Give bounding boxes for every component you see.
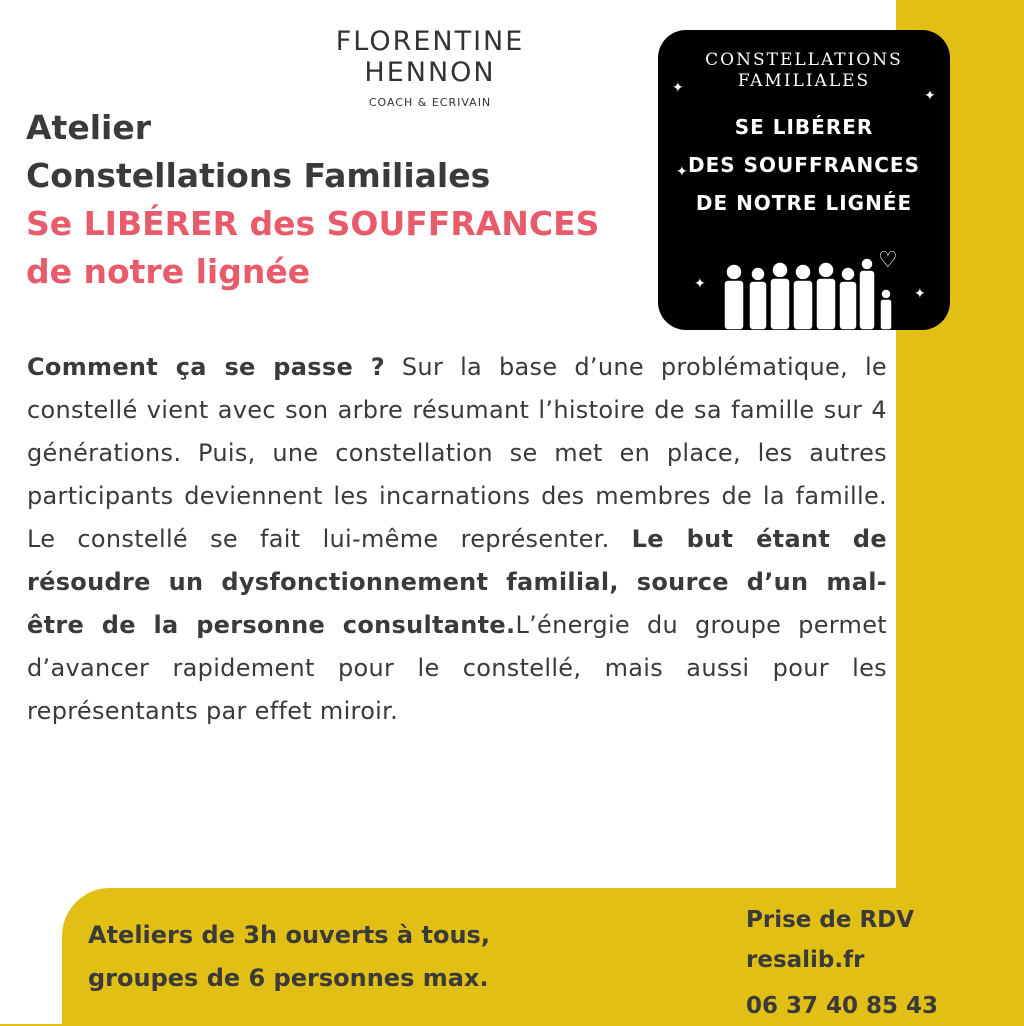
- title-line-4: de notre lignée: [26, 252, 311, 291]
- rdv-label: Prise de RDV: [746, 907, 915, 933]
- website-link[interactable]: resalib.fr: [746, 947, 865, 973]
- sparkle-icon: ✦: [924, 88, 936, 104]
- brand-name: FLORENTINE HENNON: [335, 26, 525, 88]
- family-group-icon: [720, 258, 900, 330]
- brand-logo: [270, 26, 590, 109]
- sparkle-icon: ✦: [676, 164, 688, 180]
- badge-tagline: [658, 108, 950, 222]
- title-block: [26, 104, 666, 296]
- workshop-info-line-1: Ateliers de 3h ouverts à tous,: [88, 921, 490, 949]
- workshop-info: [88, 914, 490, 1000]
- phone-number[interactable]: 06 37 40 85 43: [746, 993, 939, 1019]
- brand-subtitle: COACH & ECRIVAIN: [368, 96, 492, 109]
- description-part-2: L’énergie du groupe permet d’avancer rapidement pour le constellé, mais aussi pour les représentants par effet miroir.: [27, 611, 887, 725]
- badge-heading-line-2: FAMILIALES: [737, 71, 871, 91]
- description-part-1: Sur la base d’une problématique, le constellé vient avec son arbre résumant l’histoire de sa famille sur 4 générations. Puis, une constellation se met en place, les autres participants deviennent les incarnations des membres de la famille. Le constellé se fait lui-même représenter.: [27, 353, 888, 553]
- title-line-3: Se LIBÉRER des SOUFFRANCES: [26, 204, 600, 243]
- title-line-1: Atelier: [26, 108, 151, 147]
- sparkle-icon: ✦: [672, 80, 684, 96]
- heart-icon: ♡: [878, 248, 898, 273]
- badge-heading: [658, 50, 950, 92]
- badge-line-3: DE NOTRE LIGNÉE: [695, 191, 913, 215]
- badge-line-1: SE LIBÉRER: [734, 115, 874, 139]
- constellations-badge: [658, 30, 950, 330]
- sparkle-icon: ✦: [914, 286, 926, 302]
- contact-info: [746, 900, 938, 1026]
- sparkle-icon: ✦: [694, 276, 706, 292]
- badge-heading-line-1: CONSTELLATIONS: [705, 50, 903, 70]
- question-heading: Comment ça se passe ?: [27, 353, 385, 381]
- badge-line-2: DES SOUFFRANCES: [688, 153, 920, 177]
- description-goal: Le but étant de résoudre un dysfonctionnement familial, source d’un mal-être de la personne consultante.: [27, 525, 887, 639]
- workshop-info-line-2: groupes de 6 personnes max.: [88, 964, 489, 992]
- title-line-2: Constellations Familiales: [26, 156, 491, 195]
- description-paragraph: [27, 346, 887, 733]
